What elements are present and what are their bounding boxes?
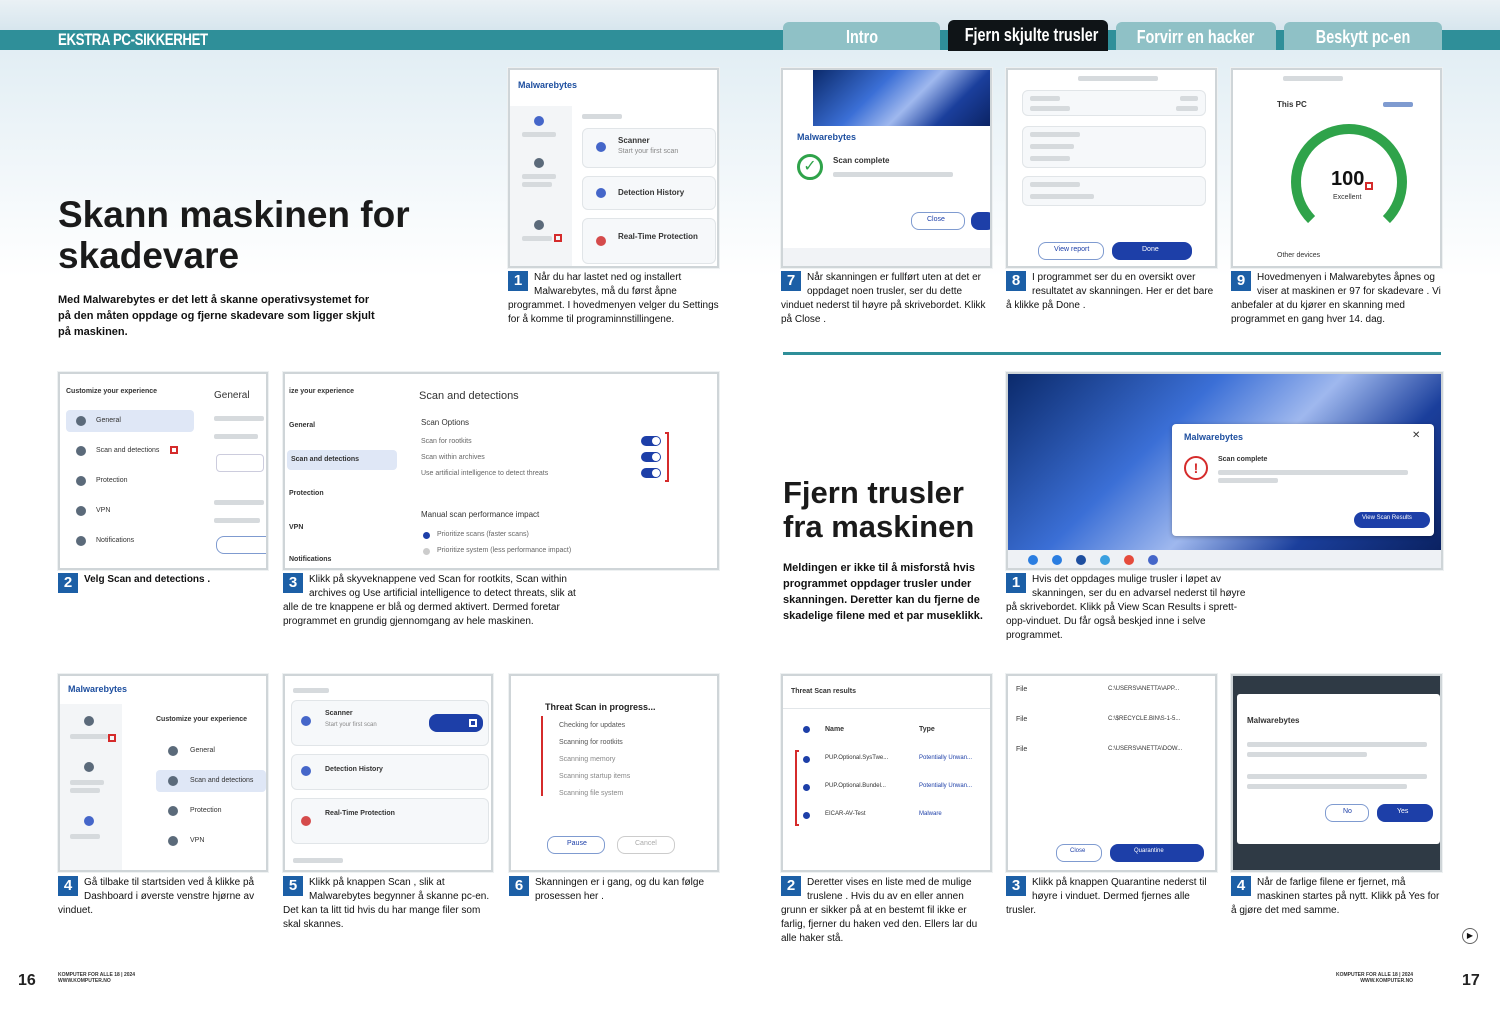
page-number-right: 17 — [1462, 972, 1480, 989]
screenshot-right-step-1: Malwarebytes ✕ ! Scan complete View Scan Results — [1006, 372, 1443, 570]
screenshot-step-6: Threat Scan in progress... Checking for updates Scanning for rootkits Scanning memory Scanning startup items Scanning file system Pause Cancel — [509, 674, 719, 872]
toggle-ai[interactable] — [641, 468, 661, 478]
tab-fjern-skjulte-trusler[interactable]: Fjern skjulte trusler — [948, 20, 1108, 51]
screenshot-step-8: View report Done — [1006, 68, 1217, 268]
toggle-rootkits[interactable] — [641, 436, 661, 446]
left-article-intro: Med Malwarebytes er det lett å skanne operativsystemet for på den måten oppdage og fjerne skadevare som ligger skjult på maskinen. — [58, 294, 375, 338]
caption-right-step-3: 3 Klikk på knappen Quarantine nederst til høyre i vinduet. Dermed fjernes alle trusler. — [1006, 877, 1207, 916]
right-article-title: Fjern trusler fra maskinen — [783, 475, 975, 544]
page-number-left: 16 — [18, 972, 36, 989]
section-divider — [783, 352, 1441, 355]
next-page-icon[interactable]: ▶ — [1462, 928, 1478, 944]
caption-step-5: 5 Klikk på knappen Scan , slik at Malwarebytes begynner å skanne pc-en. Det kan ta litt tid hvis du har mange filer som skal skannes. — [283, 877, 490, 930]
caption-step-3: 3 Klikk på skyveknappene ved Scan for rootkits, Scan within archives og Use artificial intelligence to detect threats, slik at alle de tre knappene er blå og dermed aktivert. Dermed foretar programmet en grundig gjennomgang av hele maskinen. — [283, 574, 576, 627]
toggle-archives[interactable] — [641, 452, 661, 462]
close-icon[interactable]: ✕ — [1412, 430, 1421, 441]
dashboard-icon — [534, 116, 544, 126]
warning-icon: ! — [1184, 456, 1208, 480]
check-icon: ✓ — [797, 154, 823, 180]
threat-scan-title: Threat Scan in progress... — [545, 702, 656, 712]
caption-step-7: 7 Når skanningen er fullført uten at det er oppdaget noen trusler, ser du dette vinduet nederst til høyre på skrivebordet. Klikk på Close . — [781, 272, 986, 325]
caption-right-step-1: 1 Hvis det oppdages mulige trusler i løpet av skanningen, ser du en advarsel nederst til høyre på skrivebordet. Klikk på View Scan Results i sprett-opp-vinduet. Du får også beskjed inne i selve programmet. — [1006, 574, 1246, 641]
screenshot-step-9: This PC 100 Excellent Other devices — [1231, 68, 1442, 268]
sidebar — [510, 106, 572, 268]
screenshot-step-1: Malwarebytes Scanner Start your first scan Detection History Real-Time Protection — [508, 68, 719, 268]
right-article-intro: Meldingen er ikke til å misforstå hvis programmet oppdager trusler under skanningen. Deretter kan du fjerne de skadelige filene med et par museklikk. — [783, 562, 983, 622]
tab-forvirr-en-hacker[interactable]: Forvirr en hacker — [1116, 22, 1276, 50]
scanner-label: Scanner — [618, 136, 650, 145]
screenshot-step-2: Customize your experience General General Scan and detections Protection VPN Notifications — [58, 372, 268, 570]
tab-beskytt-pc-en[interactable]: Beskytt pc-en — [1284, 22, 1442, 50]
screenshot-right-step-3: File C:\USERS\ANETTA\APP... File C:\$RECYCLE.BIN\S-1-5... File C:\USERS\ANETTA\DOW... Close Quarantine — [1006, 674, 1217, 872]
settings-icon — [534, 220, 544, 230]
section-label: EKSTRA PC-SIKKERHET — [58, 30, 208, 49]
caption-step-4: 4 Gå tilbake til startsiden ved å klikke på Dashboard i øverste venstre hjørne av vinduet. — [58, 877, 255, 916]
tab-intro[interactable]: Intro — [783, 22, 940, 50]
caption-step-6: 6 Skanningen er i gang, og du kan følge prosessen her . — [509, 876, 719, 904]
brand-logo: Malwarebytes — [518, 80, 578, 90]
callout-marker — [554, 234, 562, 242]
footer-meta-right: KOMPUTER FOR ALLE 18 | 2024 WWW.KOMPUTER.NO — [1336, 972, 1414, 984]
footer-meta-left: KOMPUTER FOR ALLE 18 | 2024 WWW.KOMPUTER.NO — [58, 972, 136, 984]
screenshot-step-4: Malwarebytes Customize your experience General Scan and detections Protection VPN — [58, 674, 268, 872]
screenshot-right-step-4: Malwarebytes No Yes — [1231, 674, 1442, 872]
caption-step-1: 1 Når du har lastet ned og installert Malwarebytes, må du først åpne programmet. I hovedmenyen velger du Settings for å komme til programinnstillingene. — [508, 272, 719, 325]
screenshot-right-step-2: Threat Scan results Name Type PUP.Optional.SysTwe... Potentially Unwan... PUP.Optional.Bundel... Potentially Unwan... EICAR-AV-Test Malware — [781, 674, 992, 872]
scan-detections-title: Scan and detections — [419, 390, 519, 402]
caption-step-9: 9 Hovedmenyen i Malwarebytes åpnes og viser at maskinen er 97 for skadevare . Vi anbefaler at du kjører en skanning med programmet en gang hver 14. dag. — [1231, 272, 1441, 325]
protection-score: 100 — [1331, 168, 1365, 190]
screenshot-step-7: Malwarebytes ✓ Scan complete Close — [781, 68, 992, 268]
screenshot-step-3: ize your experience Scan and detections General Scan and detections Protection VPN Notifications Scan Options Scan for rootkits Scan within archives Use artificial intelligence to detect threats Manual scan performance impact Prioritize scans (faster scans) Prioritize system (less performance impact) — [283, 372, 719, 570]
screenshot-step-5: Scanner Start your first scan Detection History Real-Time Protection — [283, 674, 493, 872]
left-article-title: Skann maskinen for skadevare — [58, 194, 410, 277]
caption-step-8: 8 I programmet ser du en oversikt over resultatet av skanningen. Her er det bare å klikke på Done . — [1006, 272, 1214, 311]
caption-right-step-4: 4 Når de farlige filene er fjernet, må maskinen startes på nytt. Klikk på Yes for å gjøre det med samme. — [1231, 877, 1440, 916]
caption-step-2: 2 Velg Scan and detections . — [58, 573, 268, 593]
identity-icon — [534, 158, 544, 168]
taskbar — [1008, 550, 1443, 570]
caption-right-step-2: 2 Deretter vises en liste med de mulige truslene . Hvis du av en eller annen grunn er sikker på at en bestemt fil ikke er farlig, fjerner du haken ved den. Ellers lar du alle haker stå. — [781, 877, 978, 944]
scanner-sub: Start your first scan — [618, 148, 679, 155]
